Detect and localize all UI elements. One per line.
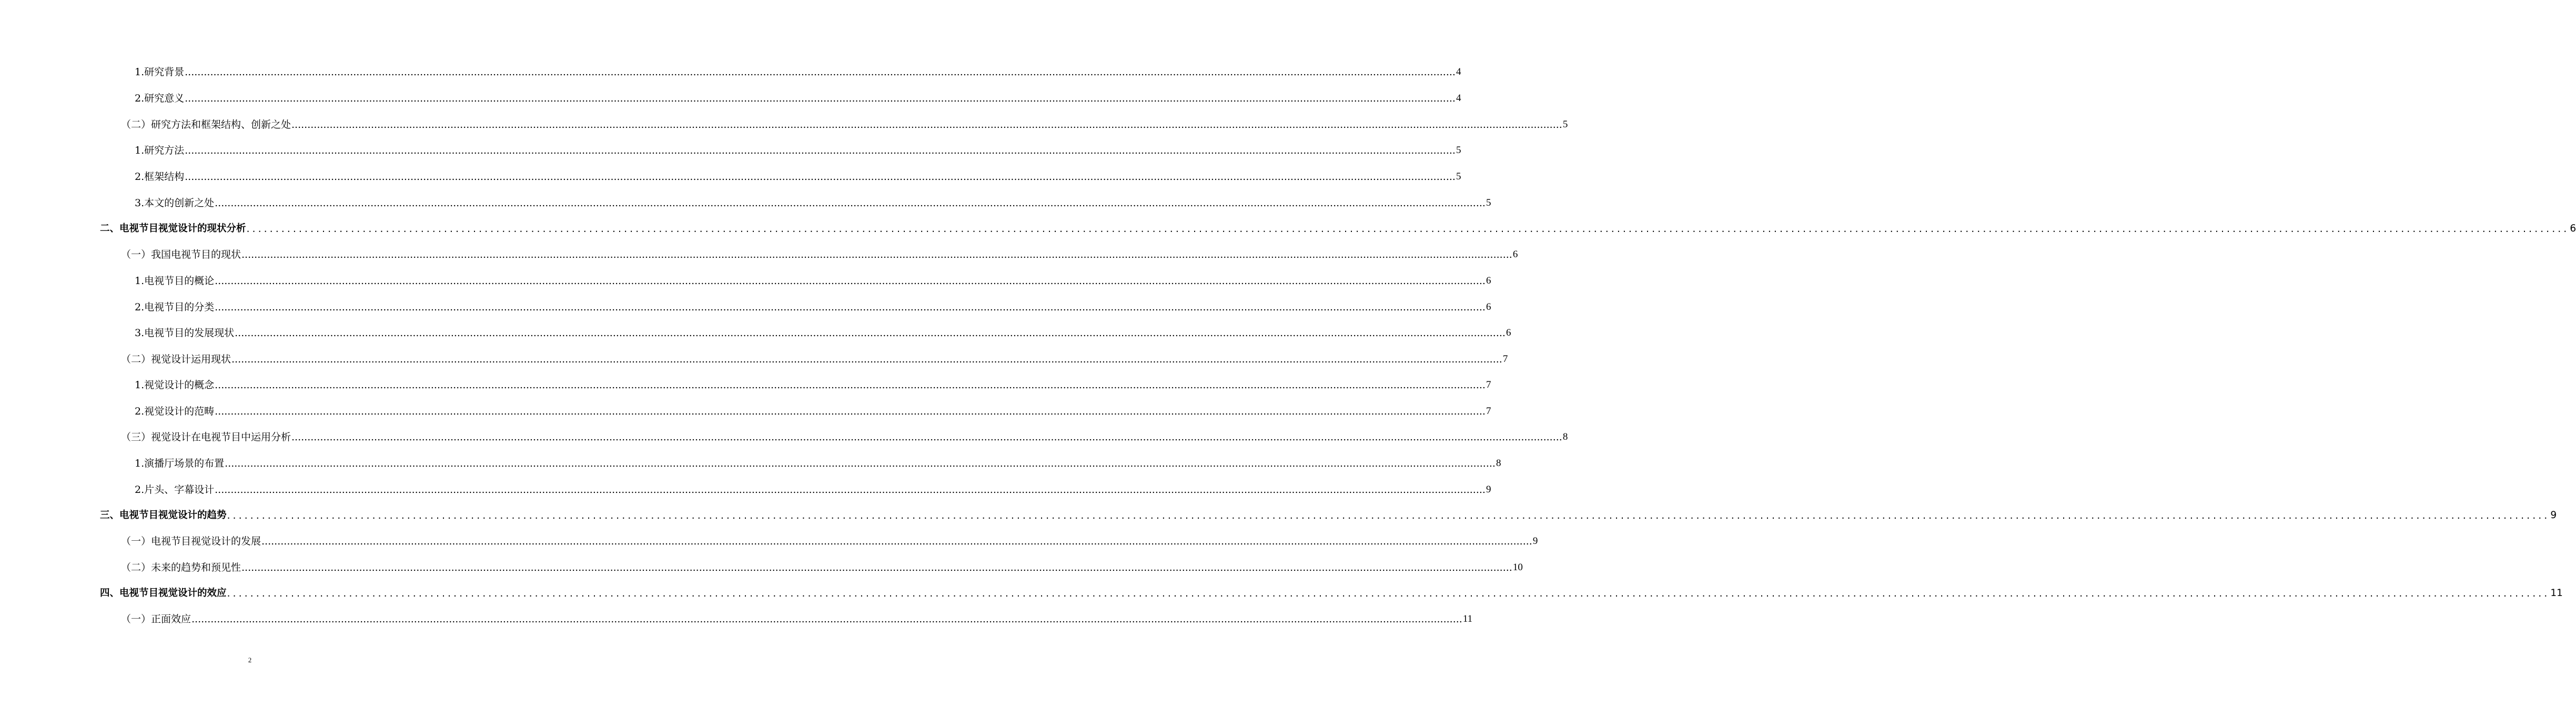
toc-entry-page: 5 [1486,197,1491,208]
toc-dot-leader: ................................................................................................................................................................................................................................................................................................................................................................................................................ [227,510,2550,521]
toc-entry-title: 2.视觉设计的范畴 [135,406,215,417]
toc-entry-title: 1.电视节目的概论 [135,275,215,287]
toc-entry-title: 二、电视节目视觉设计的现状分析 [100,223,246,234]
toc-dot-leader: ................................................................................................................................................................................................................................................................................................................................................................................................................ [185,93,1456,104]
toc-entry-page: 5 [1562,119,1568,130]
toc-entry-title: （三）视觉设计在电视节目中运用分析 [121,431,291,443]
toc-dot-leader: ................................................................................................................................................................................................................................................................................................................................................................................................................ [215,484,1486,496]
toc-entry[interactable] [100,585,2563,602]
toc-entry-title: （二）研究方法和框架结构、创新之处 [121,119,291,130]
toc-entry[interactable] [100,220,2576,237]
toc-entry[interactable] [135,403,1491,420]
toc-entry[interactable] [121,429,1568,446]
toc-entry-page: 8 [1496,458,1501,469]
toc-dot-leader: ................................................................................................................................................................................................................................................................................................................................................................................................................ [291,431,1562,443]
toc-entry[interactable] [135,64,1461,80]
toc-entry-page: 6 [2570,223,2576,234]
toc-dot-leader: ................................................................................................................................................................................................................................................................................................................................................................................................................ [185,66,1456,78]
toc-entry-title: （一）电视节目视觉设计的发展 [121,536,261,547]
toc-entry-page: 5 [1456,171,1461,182]
page-number: 2 [248,656,252,664]
toc-dot-leader: ................................................................................................................................................................................................................................................................................................................................................................................................................ [191,613,1462,625]
toc-dot-leader: ................................................................................................................................................................................................................................................................................................................................................................................................................ [215,275,1486,287]
toc-dot-leader: ................................................................................................................................................................................................................................................................................................................................................................................................................ [291,119,1562,130]
toc-entry[interactable] [121,351,1508,368]
toc-entry-title: 四、电视节目视觉设计的效应 [100,588,227,599]
toc-entry-title: 三、电视节目视觉设计的趋势 [100,510,227,521]
toc-entry-title: 3.本文的创新之处 [135,197,215,209]
toc-dot-leader: ................................................................................................................................................................................................................................................................................................................................................................................................................ [231,354,1502,365]
toc-entry-title: 2.片头、字幕设计 [135,484,215,496]
toc-dot-leader: ................................................................................................................................................................................................................................................................................................................................................................................................................ [215,301,1486,313]
toc-entry[interactable] [135,325,1511,341]
toc-dot-leader: ................................................................................................................................................................................................................................................................................................................................................................................................................ [215,197,1486,209]
toc-entry-title: 1.演播厅场景的布置 [135,458,225,469]
toc-entry-title: （一）我国电视节目的现状 [121,249,241,260]
toc-dot-leader: ................................................................................................................................................................................................................................................................................................................................................................................................................ [215,379,1486,391]
toc-entry[interactable] [121,533,1538,550]
toc-entry-page: 9 [1486,484,1491,495]
toc-entry-title: （一）正面效应 [121,613,191,625]
toc-dot-leader: ................................................................................................................................................................................................................................................................................................................................................................................................................ [261,536,1532,547]
toc-entry-title: 3.电视节目的发展现状 [135,327,235,339]
toc-dot-leader: ................................................................................................................................................................................................................................................................................................................................................................................................................ [215,406,1486,417]
toc-entry[interactable] [135,455,1501,472]
toc-entry-title: 2.电视节目的分类 [135,301,215,313]
toc-entry-title: 1.研究背景 [135,66,185,78]
toc-dot-leader: ................................................................................................................................................................................................................................................................................................................................................................................................................ [185,171,1456,183]
toc-entry-title: （二）视觉设计运用现状 [121,354,231,365]
toc-entry-title: 2.框架结构 [135,171,185,183]
toc-dot-leader: ................................................................................................................................................................................................................................................................................................................................................................................................................ [227,588,2550,599]
toc-entry[interactable] [135,90,1461,107]
toc-entry-title: （二）未来的趋势和预见性 [121,562,241,573]
toc-entry-page: 6 [1506,327,1511,338]
toc-entry[interactable] [121,246,1518,263]
toc-dot-leader: ................................................................................................................................................................................................................................................................................................................................................................................................................ [235,327,1506,339]
toc-entry[interactable] [135,142,1461,159]
toc-entry-page: 8 [1562,431,1568,442]
toc-entry-title: 1.视觉设计的概念 [135,379,215,391]
toc-entry-page: 4 [1456,66,1461,77]
toc-dot-leader: ................................................................................................................................................................................................................................................................................................................................................................................................................ [241,562,1512,573]
toc-entry-page: 11 [1462,613,1473,624]
toc-entry-page: 4 [1456,93,1461,104]
toc-entry[interactable] [121,559,1523,576]
toc-dot-leader: ................................................................................................................................................................................................................................................................................................................................................................................................................ [246,223,2570,235]
toc-entry[interactable] [135,272,1491,289]
toc-entry-page: 6 [1512,249,1518,260]
toc-entry-page: 6 [1486,275,1491,286]
toc-dot-leader: ................................................................................................................................................................................................................................................................................................................................................................................................................ [185,145,1456,156]
toc-entry-page: 6 [1486,301,1491,312]
toc-entry-page: 11 [2550,588,2563,599]
toc-entry[interactable] [121,116,1568,133]
toc-entry[interactable] [135,195,1491,211]
toc-entry-page: 5 [1456,145,1461,156]
toc-entry[interactable] [135,168,1461,185]
toc-entry-page: 9 [2550,510,2557,521]
toc-dot-leader: ................................................................................................................................................................................................................................................................................................................................................................................................................ [241,249,1512,260]
toc-entry[interactable] [100,507,2557,524]
toc-entry-page: 9 [1532,536,1538,547]
toc-entry-page: 7 [1486,379,1491,390]
toc-entry-title: 2.研究意义 [135,93,185,104]
toc-entry[interactable] [135,377,1491,393]
toc-entry[interactable] [121,611,1473,628]
toc-dot-leader: ................................................................................................................................................................................................................................................................................................................................................................................................................ [225,458,1496,469]
toc-entry-page: 7 [1486,406,1491,417]
toc-entry-page: 7 [1502,354,1508,365]
toc-entry-page: 10 [1512,562,1523,573]
toc-entry[interactable] [135,299,1491,316]
toc-entry-title: 1.研究方法 [135,145,185,156]
toc-entry[interactable] [135,481,1491,498]
